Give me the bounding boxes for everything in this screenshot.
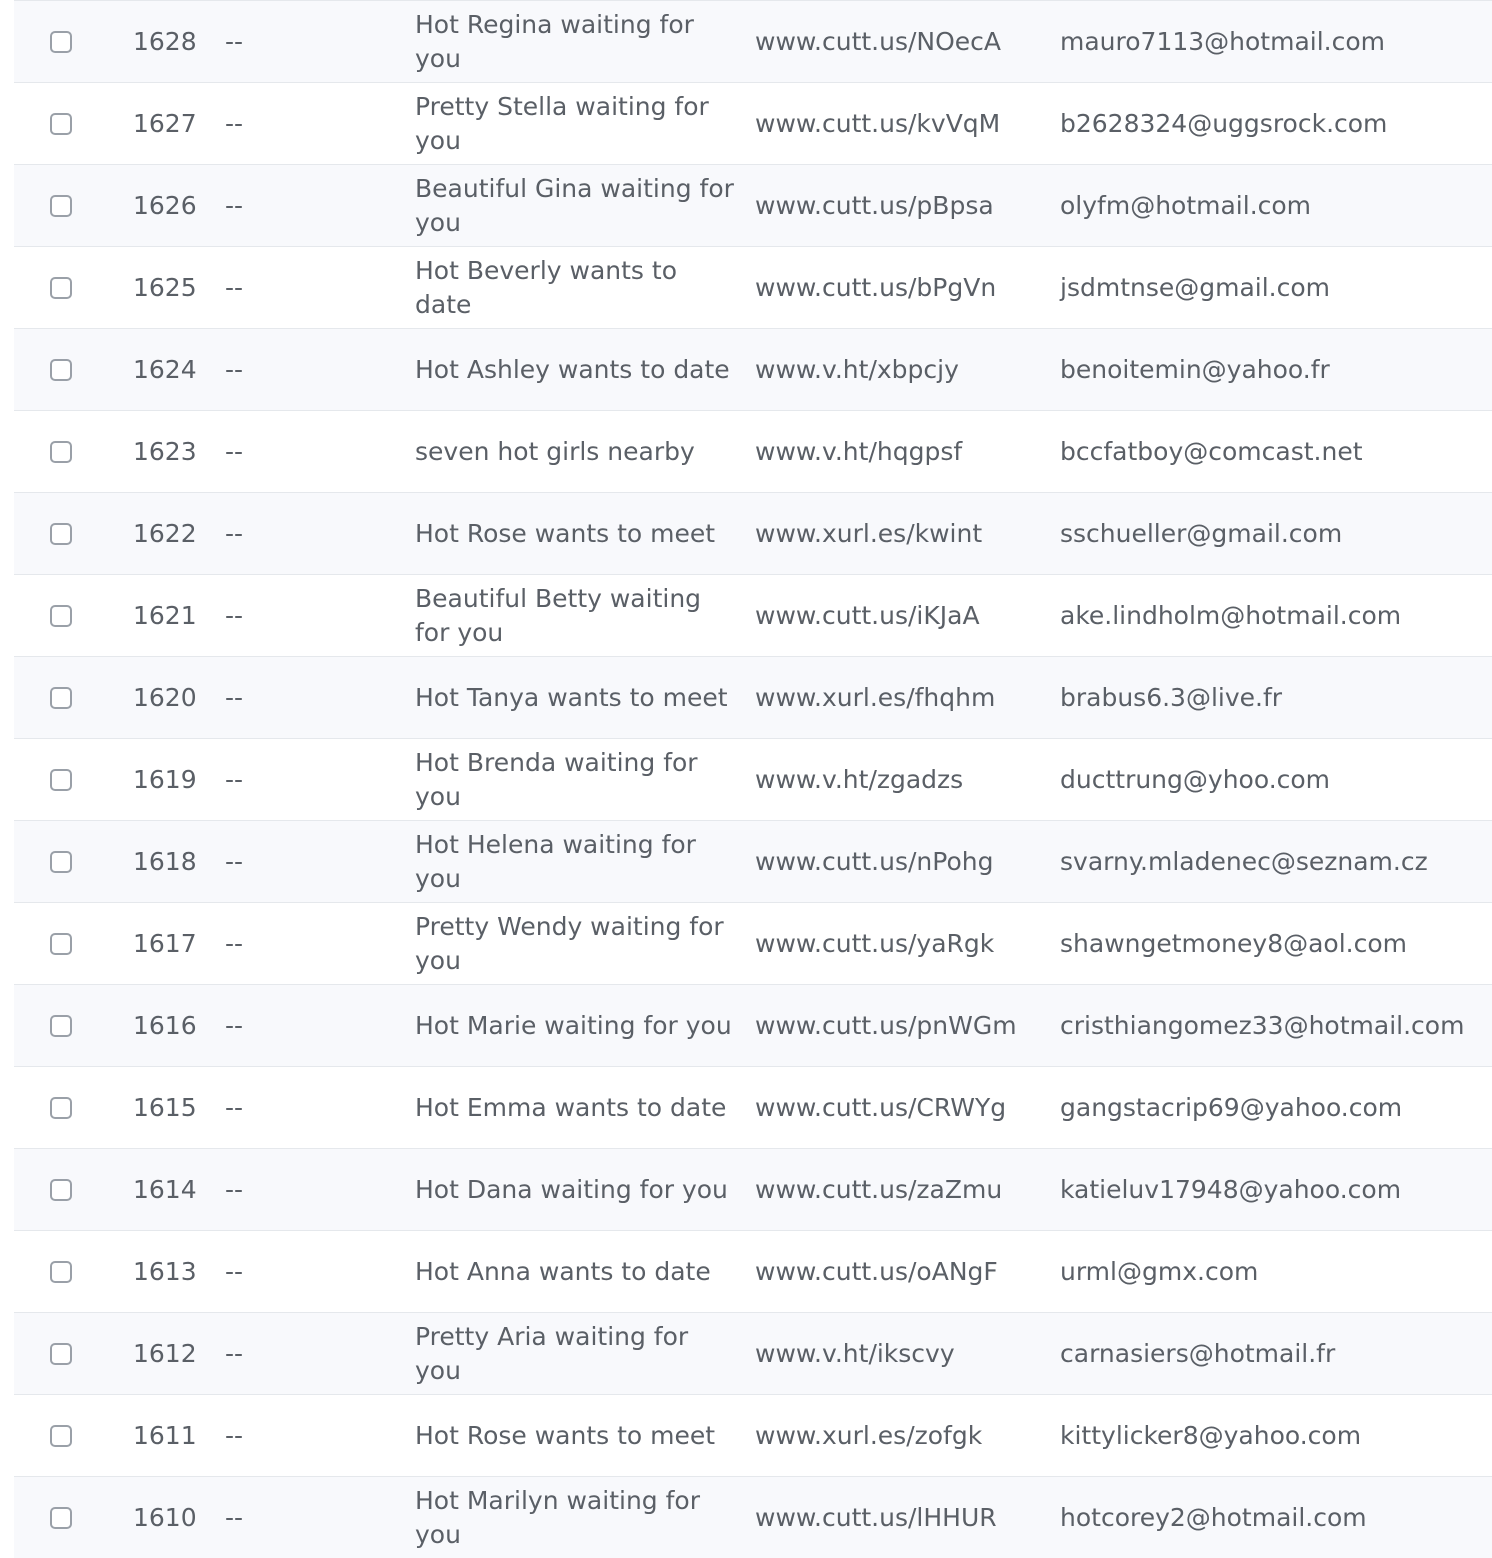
row-checkbox[interactable] bbox=[50, 359, 72, 381]
row-select-cell bbox=[50, 165, 74, 246]
row-id: 1617 bbox=[133, 928, 197, 958]
row-checkbox[interactable] bbox=[50, 769, 72, 791]
row-select-cell bbox=[50, 247, 74, 328]
row-placeholder: -- bbox=[225, 764, 244, 794]
row-subject: Hot Beverly wants to date bbox=[415, 255, 677, 319]
table-row[interactable] bbox=[14, 492, 1492, 574]
row-subject: seven hot girls nearby bbox=[415, 436, 695, 466]
records-table bbox=[14, 0, 1492, 1558]
row-subject: Pretty Stella waiting for you bbox=[415, 91, 709, 155]
row-url: www.xurl.es/fhqhm bbox=[755, 682, 996, 712]
table-row[interactable] bbox=[14, 1066, 1492, 1148]
row-id: 1614 bbox=[133, 1174, 197, 1204]
row-email: shawngetmoney8@aol.com bbox=[1060, 928, 1408, 958]
row-url: www.cutt.us/pnWGm bbox=[755, 1010, 1017, 1040]
row-url: www.v.ht/zgadzs bbox=[755, 764, 964, 794]
table-row[interactable] bbox=[14, 738, 1492, 820]
table-row[interactable] bbox=[14, 0, 1492, 82]
table-row[interactable] bbox=[14, 656, 1492, 738]
table-row[interactable] bbox=[14, 984, 1492, 1066]
row-url: www.cutt.us/pBpsa bbox=[755, 190, 994, 220]
row-placeholder: -- bbox=[225, 1420, 244, 1450]
row-url: www.v.ht/ikscvy bbox=[755, 1338, 955, 1368]
row-url: www.v.ht/hqgpsf bbox=[755, 436, 963, 466]
table-row[interactable] bbox=[14, 1312, 1492, 1394]
row-subject: Hot Ashley wants to date bbox=[415, 354, 730, 384]
row-placeholder: -- bbox=[225, 1338, 244, 1368]
row-placeholder: -- bbox=[225, 1256, 244, 1286]
table-row[interactable] bbox=[14, 246, 1492, 328]
row-subject: Hot Tanya wants to meet bbox=[415, 682, 728, 712]
row-id: 1616 bbox=[133, 1010, 197, 1040]
row-url: www.v.ht/xbpcjy bbox=[755, 354, 959, 384]
row-email: benoitemin@yahoo.fr bbox=[1060, 354, 1330, 384]
row-email: bccfatboy@comcast.net bbox=[1060, 436, 1363, 466]
row-checkbox[interactable] bbox=[50, 851, 72, 873]
row-url: www.cutt.us/nPohg bbox=[755, 846, 994, 876]
row-url: www.cutt.us/yaRgk bbox=[755, 928, 995, 958]
row-id: 1628 bbox=[133, 26, 197, 56]
row-email: hotcorey2@hotmail.com bbox=[1060, 1502, 1367, 1532]
row-checkbox[interactable] bbox=[50, 1179, 72, 1201]
row-subject: Hot Brenda waiting for you bbox=[415, 747, 698, 811]
row-placeholder: -- bbox=[225, 26, 244, 56]
row-email: kittylicker8@yahoo.com bbox=[1060, 1420, 1362, 1450]
row-email: ducttrung@yhoo.com bbox=[1060, 764, 1331, 794]
row-subject: Pretty Wendy waiting for you bbox=[415, 911, 724, 975]
row-email: carnasiers@hotmail.fr bbox=[1060, 1338, 1336, 1368]
row-checkbox[interactable] bbox=[50, 195, 72, 217]
row-subject: Beautiful Gina waiting for you bbox=[415, 173, 734, 237]
row-email: sschueller@gmail.com bbox=[1060, 518, 1343, 548]
row-checkbox[interactable] bbox=[50, 1507, 72, 1529]
table-row[interactable] bbox=[14, 1230, 1492, 1312]
row-checkbox[interactable] bbox=[50, 113, 72, 135]
table-row[interactable] bbox=[14, 1476, 1492, 1558]
row-select-cell bbox=[50, 1067, 74, 1148]
row-placeholder: -- bbox=[225, 1174, 244, 1204]
row-subject: Hot Marilyn waiting for you bbox=[415, 1485, 700, 1549]
row-id: 1626 bbox=[133, 190, 197, 220]
row-url: www.cutt.us/CRWYg bbox=[755, 1092, 1007, 1122]
row-select-cell bbox=[50, 493, 74, 574]
row-subject: Beautiful Betty waiting for you bbox=[415, 583, 702, 647]
row-url: www.xurl.es/kwint bbox=[755, 518, 983, 548]
row-placeholder: -- bbox=[225, 436, 244, 466]
row-id: 1627 bbox=[133, 108, 197, 138]
row-checkbox[interactable] bbox=[50, 1425, 72, 1447]
row-select-cell bbox=[50, 903, 74, 984]
row-subject: Pretty Aria waiting for you bbox=[415, 1321, 689, 1385]
row-id: 1619 bbox=[133, 764, 197, 794]
row-email: cristhiangomez33@hotmail.com bbox=[1060, 1010, 1465, 1040]
row-select-cell bbox=[50, 1149, 74, 1230]
row-checkbox[interactable] bbox=[50, 277, 72, 299]
row-placeholder: -- bbox=[225, 846, 244, 876]
row-placeholder: -- bbox=[225, 1010, 244, 1040]
row-select-cell bbox=[50, 1313, 74, 1394]
row-select-cell bbox=[50, 575, 74, 656]
row-subject: Hot Dana waiting for you bbox=[415, 1174, 728, 1204]
row-placeholder: -- bbox=[225, 600, 244, 630]
table-row[interactable] bbox=[14, 902, 1492, 984]
row-url: www.cutt.us/oANgF bbox=[755, 1256, 998, 1286]
row-checkbox[interactable] bbox=[50, 441, 72, 463]
row-placeholder: -- bbox=[225, 1502, 244, 1532]
row-subject: Hot Marie waiting for you bbox=[415, 1010, 732, 1040]
row-email: olyfm@hotmail.com bbox=[1060, 190, 1312, 220]
row-select-cell bbox=[50, 329, 74, 410]
row-url: www.cutt.us/iKJaA bbox=[755, 600, 980, 630]
row-email: jsdmtnse@gmail.com bbox=[1060, 272, 1331, 302]
row-select-cell bbox=[50, 1231, 74, 1312]
row-checkbox[interactable] bbox=[50, 1097, 72, 1119]
row-placeholder: -- bbox=[225, 928, 244, 958]
row-select-cell bbox=[50, 1395, 74, 1476]
row-email: svarny.mladenec@seznam.cz bbox=[1060, 846, 1428, 876]
row-subject: Hot Rose wants to meet bbox=[415, 518, 716, 548]
row-email: b2628324@uggsrock.com bbox=[1060, 108, 1388, 138]
row-id: 1610 bbox=[133, 1502, 197, 1532]
row-id: 1621 bbox=[133, 600, 197, 630]
row-id: 1622 bbox=[133, 518, 197, 548]
row-url: www.cutt.us/lHHUR bbox=[755, 1502, 997, 1532]
row-select-cell bbox=[50, 657, 74, 738]
row-placeholder: -- bbox=[225, 1092, 244, 1122]
row-checkbox[interactable] bbox=[50, 933, 72, 955]
row-select-cell bbox=[50, 821, 74, 902]
row-email: gangstacrip69@yahoo.com bbox=[1060, 1092, 1403, 1122]
table-row[interactable] bbox=[14, 1394, 1492, 1476]
row-id: 1611 bbox=[133, 1420, 197, 1450]
row-email: brabus6.3@live.fr bbox=[1060, 682, 1283, 712]
row-checkbox[interactable] bbox=[50, 1261, 72, 1283]
row-select-cell bbox=[50, 1477, 74, 1558]
row-email: urml@gmx.com bbox=[1060, 1256, 1259, 1286]
row-url: www.cutt.us/NOecA bbox=[755, 26, 1002, 56]
table-row[interactable] bbox=[14, 164, 1492, 246]
row-subject: Hot Emma wants to date bbox=[415, 1092, 727, 1122]
row-id: 1623 bbox=[133, 436, 197, 466]
table-row[interactable] bbox=[14, 82, 1492, 164]
table-row[interactable] bbox=[14, 574, 1492, 656]
row-url: www.cutt.us/kvVqM bbox=[755, 108, 1001, 138]
row-id: 1612 bbox=[133, 1338, 197, 1368]
row-id: 1624 bbox=[133, 354, 197, 384]
row-checkbox[interactable] bbox=[50, 1343, 72, 1365]
row-email: mauro7113@hotmail.com bbox=[1060, 26, 1386, 56]
row-id: 1620 bbox=[133, 682, 197, 712]
row-subject: Hot Regina waiting for you bbox=[415, 9, 694, 73]
row-url: www.cutt.us/zaZmu bbox=[755, 1174, 1003, 1204]
row-url: www.xurl.es/zofgk bbox=[755, 1420, 983, 1450]
row-placeholder: -- bbox=[225, 518, 244, 548]
table-row[interactable] bbox=[14, 1148, 1492, 1230]
row-checkbox[interactable] bbox=[50, 1015, 72, 1037]
row-id: 1625 bbox=[133, 272, 197, 302]
row-select-cell bbox=[50, 83, 74, 164]
row-placeholder: -- bbox=[225, 190, 244, 220]
row-select-cell bbox=[50, 411, 74, 492]
row-email: ake.lindholm@hotmail.com bbox=[1060, 600, 1402, 630]
row-checkbox[interactable] bbox=[50, 523, 72, 545]
row-subject: Hot Anna wants to date bbox=[415, 1256, 711, 1286]
row-subject: Hot Rose wants to meet bbox=[415, 1420, 716, 1450]
row-id: 1613 bbox=[133, 1256, 197, 1286]
row-url: www.cutt.us/bPgVn bbox=[755, 272, 997, 302]
row-select-cell bbox=[50, 1, 74, 82]
row-select-cell bbox=[50, 739, 74, 820]
row-placeholder: -- bbox=[225, 272, 244, 302]
row-id: 1615 bbox=[133, 1092, 197, 1122]
row-checkbox[interactable] bbox=[50, 687, 72, 709]
row-select-cell bbox=[50, 985, 74, 1066]
row-email: katieluv17948@yahoo.com bbox=[1060, 1174, 1402, 1204]
row-placeholder: -- bbox=[225, 682, 244, 712]
table-row[interactable] bbox=[14, 410, 1492, 492]
row-placeholder: -- bbox=[225, 108, 244, 138]
row-placeholder: -- bbox=[225, 354, 244, 384]
table-row[interactable] bbox=[14, 820, 1492, 902]
row-subject: Hot Helena waiting for you bbox=[415, 829, 696, 893]
row-checkbox[interactable] bbox=[50, 605, 72, 627]
table-row[interactable] bbox=[14, 328, 1492, 410]
row-checkbox[interactable] bbox=[50, 31, 72, 53]
row-id: 1618 bbox=[133, 846, 197, 876]
